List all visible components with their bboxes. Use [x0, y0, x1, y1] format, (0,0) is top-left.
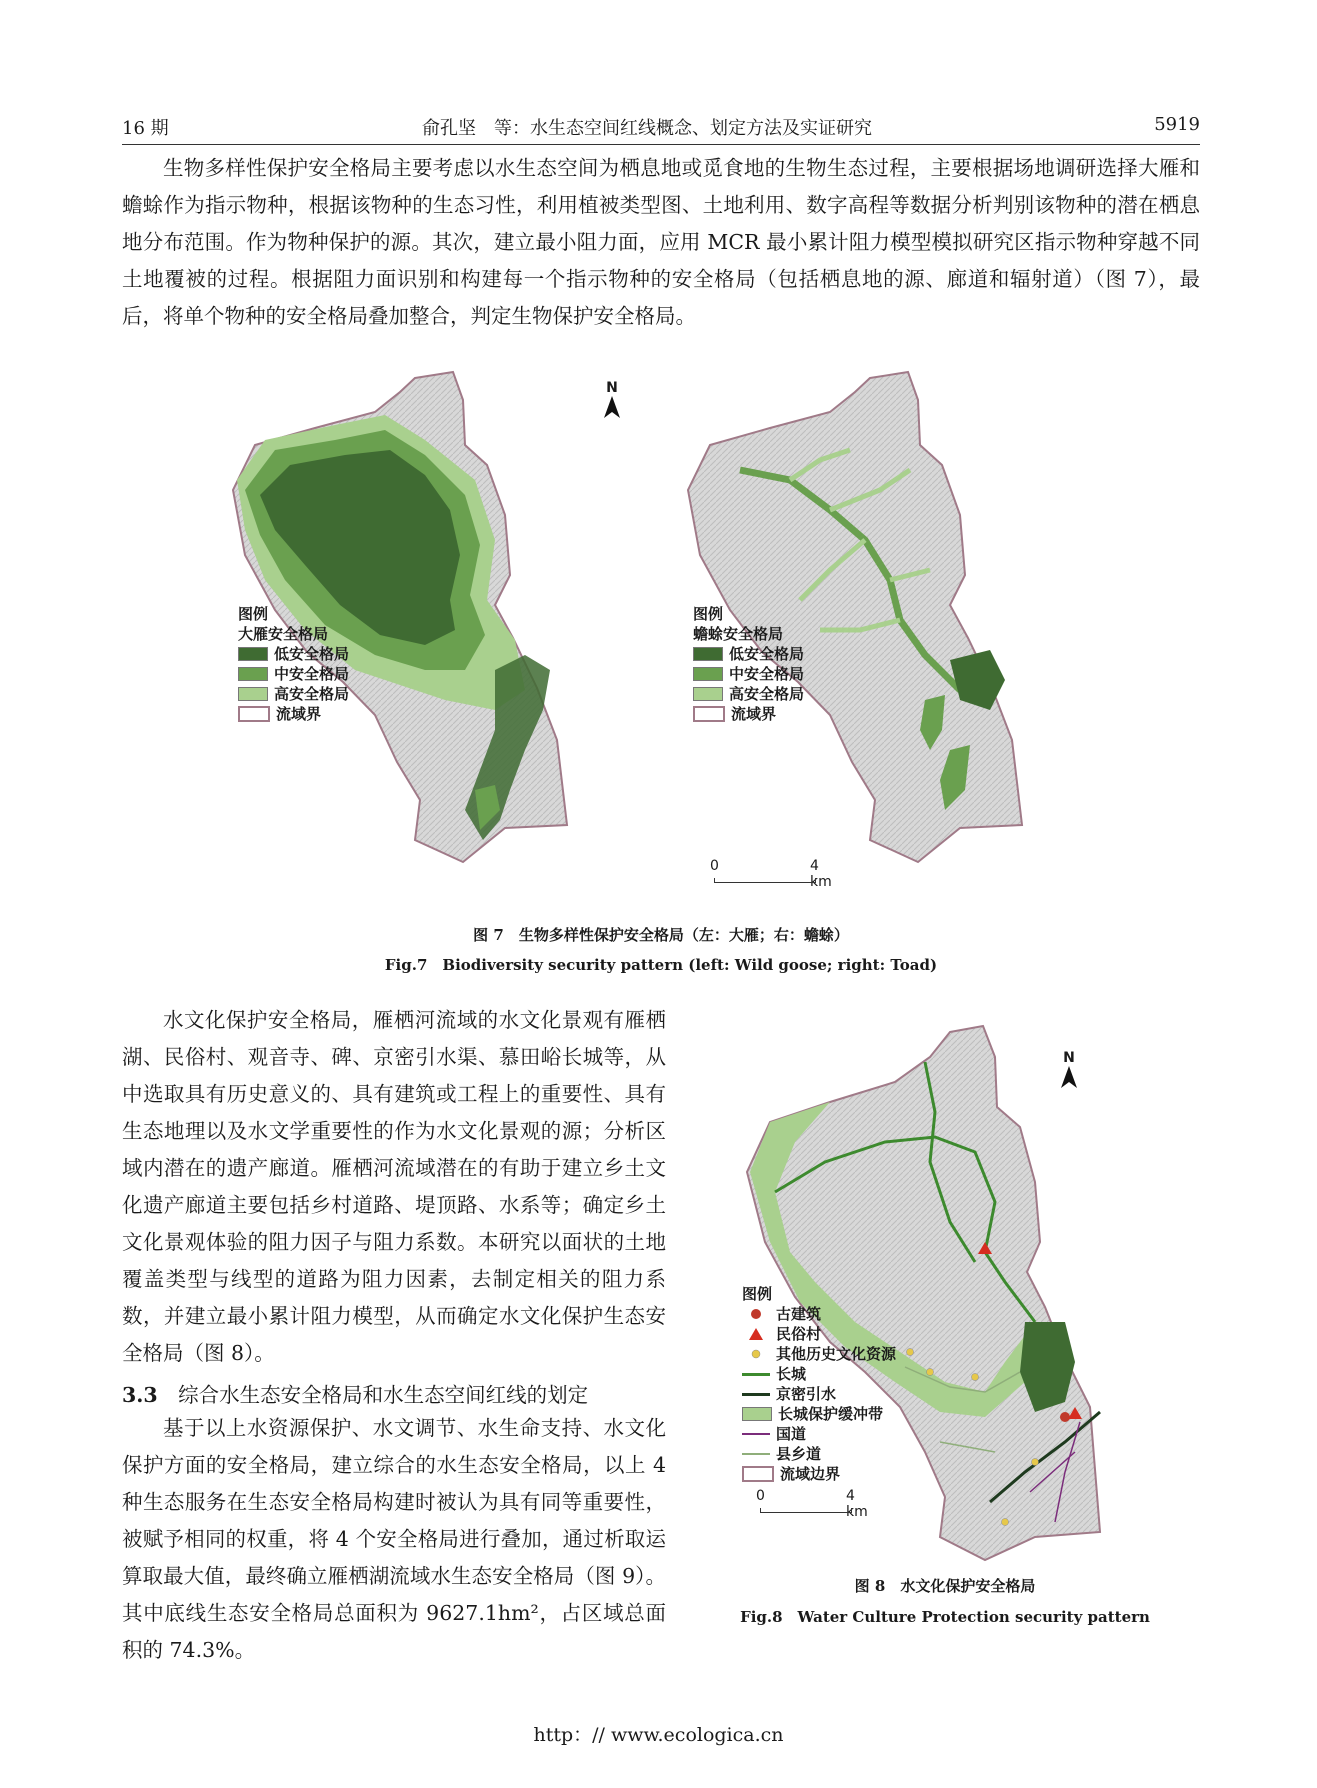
figure7-right-legend [693, 604, 804, 724]
legend-item: 民俗村 [742, 1324, 896, 1344]
legend-item: 流域边界 [742, 1464, 896, 1484]
swatch [693, 647, 723, 661]
section-heading: 3.3 综合水生态安全格局和水生态空间红线的划定 [122, 1383, 589, 1407]
page-number: 5919 [1154, 114, 1200, 135]
swatch [742, 1373, 770, 1376]
swatch [742, 1453, 770, 1455]
legend-item: 国道 [742, 1424, 896, 1444]
legend-item: 流域界 [693, 704, 804, 724]
legend-item: 京密引水 [742, 1384, 896, 1404]
swatch [238, 647, 268, 661]
swatch [238, 687, 268, 701]
legend-item: 流域界 [238, 704, 349, 724]
heritage-dot-icon [742, 1347, 770, 1361]
legend-title: 图例 [742, 1285, 773, 1303]
swatch [693, 706, 725, 722]
figure7-caption-en: Fig.7 Biodiversity security pattern (left: Wild goose; right: Toad) [384, 956, 938, 974]
issue-number: 16 期 [122, 118, 169, 139]
swatch [238, 706, 270, 722]
figure8-caption-cn: 图 8 水文化保护安全格局 [854, 1577, 1036, 1595]
legend-item: 其他历史文化资源 [742, 1344, 896, 1364]
legend-item: 长城 [742, 1364, 896, 1384]
folk-village-icon [742, 1327, 770, 1341]
legend-item: 长城保护缓冲带 [742, 1404, 896, 1424]
legend-item: 县乡道 [742, 1444, 896, 1464]
legend-subtitle: 蟾蜍安全格局 [693, 625, 784, 643]
legend-title: 图例 [238, 605, 269, 623]
swatch [693, 667, 723, 681]
swatch [742, 1433, 770, 1435]
heritage-marker [907, 1349, 914, 1356]
swatch [693, 687, 723, 701]
running-title: 俞孔坚 等：水生态空间红线概念、划定方法及实证研究 [422, 118, 872, 139]
ancient-building-marker [1060, 1412, 1070, 1422]
legend-item: 高安全格局 [693, 684, 804, 704]
paragraph-biodiversity: 生物多样性保护安全格局主要考虑以水生态空间为栖息地或觅食地的生物生态过程，主要根据场地调研选择大雁和蟾蜍作为指示物种，根据该物种的生态习性，利用植被类型图、土地利用、数字高程等数据分析判别该物种的潜在栖息地分布范围。作为物种保护的源。其次，建立最小阻力面，应用 MCR 最小累计阻力模型模拟研究区指示物种穿越不同土地覆被的过程。根据阻力面识别和构建每一个指示物种的安全格局（包括栖息地的源、廊道和辐射道）（图 7），最后，将单个物种的安全格局叠加整合，判定生物保护安全格局。 [122, 156, 1200, 328]
swatch [742, 1407, 772, 1421]
scale-bar-fig8: 0 4 km [756, 1488, 868, 1520]
swatch [742, 1393, 770, 1396]
swatch [238, 667, 268, 681]
figure7-left-legend [238, 604, 349, 724]
paragraph-combined: 基于以上水资源保护、水文调节、水生命支持、水文化保护方面的安全格局，建立综合的水生态安全格局，以上 4 种生态服务在生态安全格局构建时被认为具有同等重要性，被赋予相同的权重，将 4 个安全格局进行叠加，通过析取运算取最大值，最终确立雁栖湖流域水生态安全格局（图 9）。其中底线生态安全格局总面积为 9627.1hm²，占区域总面积的 74.3%。 [122, 1416, 666, 1662]
paragraph-water-culture: 水文化保护安全格局，雁栖河流域的水文化景观有雁栖湖、民俗村、观音寺、碑、京密引水渠、慕田峪长城等，从中选取具有历史意义的、具有建筑或工程上的重要性、具有生态地理以及水文学重要性的作为水文化景观的源；分析区域内潜在的遗产廊道。雁栖河流域潜在的有助于建立乡土文化遗产廊道主要包括乡村道路、堤顶路、水系等；确定乡土文化景观体验的阻力因子与阻力系数。本研究以面状的土地覆盖类型与线型的道路为阻力因素，去制定相关的阻力系数，并建立最小累计阻力模型，从而确定水文化保护生态安全格局（图 8）。 [122, 1008, 666, 1365]
footer-url: http：// www.ecologica.cn [533, 1724, 784, 1746]
legend-item: 低安全格局 [693, 644, 804, 664]
legend-subtitle: 大雁安全格局 [238, 625, 329, 643]
legend-item: 古建筑 [742, 1304, 896, 1324]
legend-item: 高安全格局 [238, 684, 349, 704]
legend-title: 图例 [693, 605, 724, 623]
north-arrow-icon [1059, 1066, 1079, 1088]
swatch [742, 1466, 774, 1482]
running-header [122, 110, 1200, 145]
figure8-legend [742, 1284, 896, 1484]
figure7-caption-cn: 图 7 生物多样性保护安全格局（左：大雁；右：蟾蜍） [473, 926, 849, 944]
north-arrow-fig8: N [1059, 1050, 1079, 1092]
legend-item: 中安全格局 [238, 664, 349, 684]
scale-bar-fig7: 0 4 km [710, 858, 832, 890]
legend-item: 低安全格局 [238, 644, 349, 664]
north-arrow-icon [602, 396, 622, 418]
ancient-building-icon [742, 1307, 770, 1321]
legend-item: 中安全格局 [693, 664, 804, 684]
figure8-caption-en: Fig.8 Water Culture Protection security pattern [740, 1608, 1150, 1626]
north-arrow-fig7: N [602, 380, 622, 422]
